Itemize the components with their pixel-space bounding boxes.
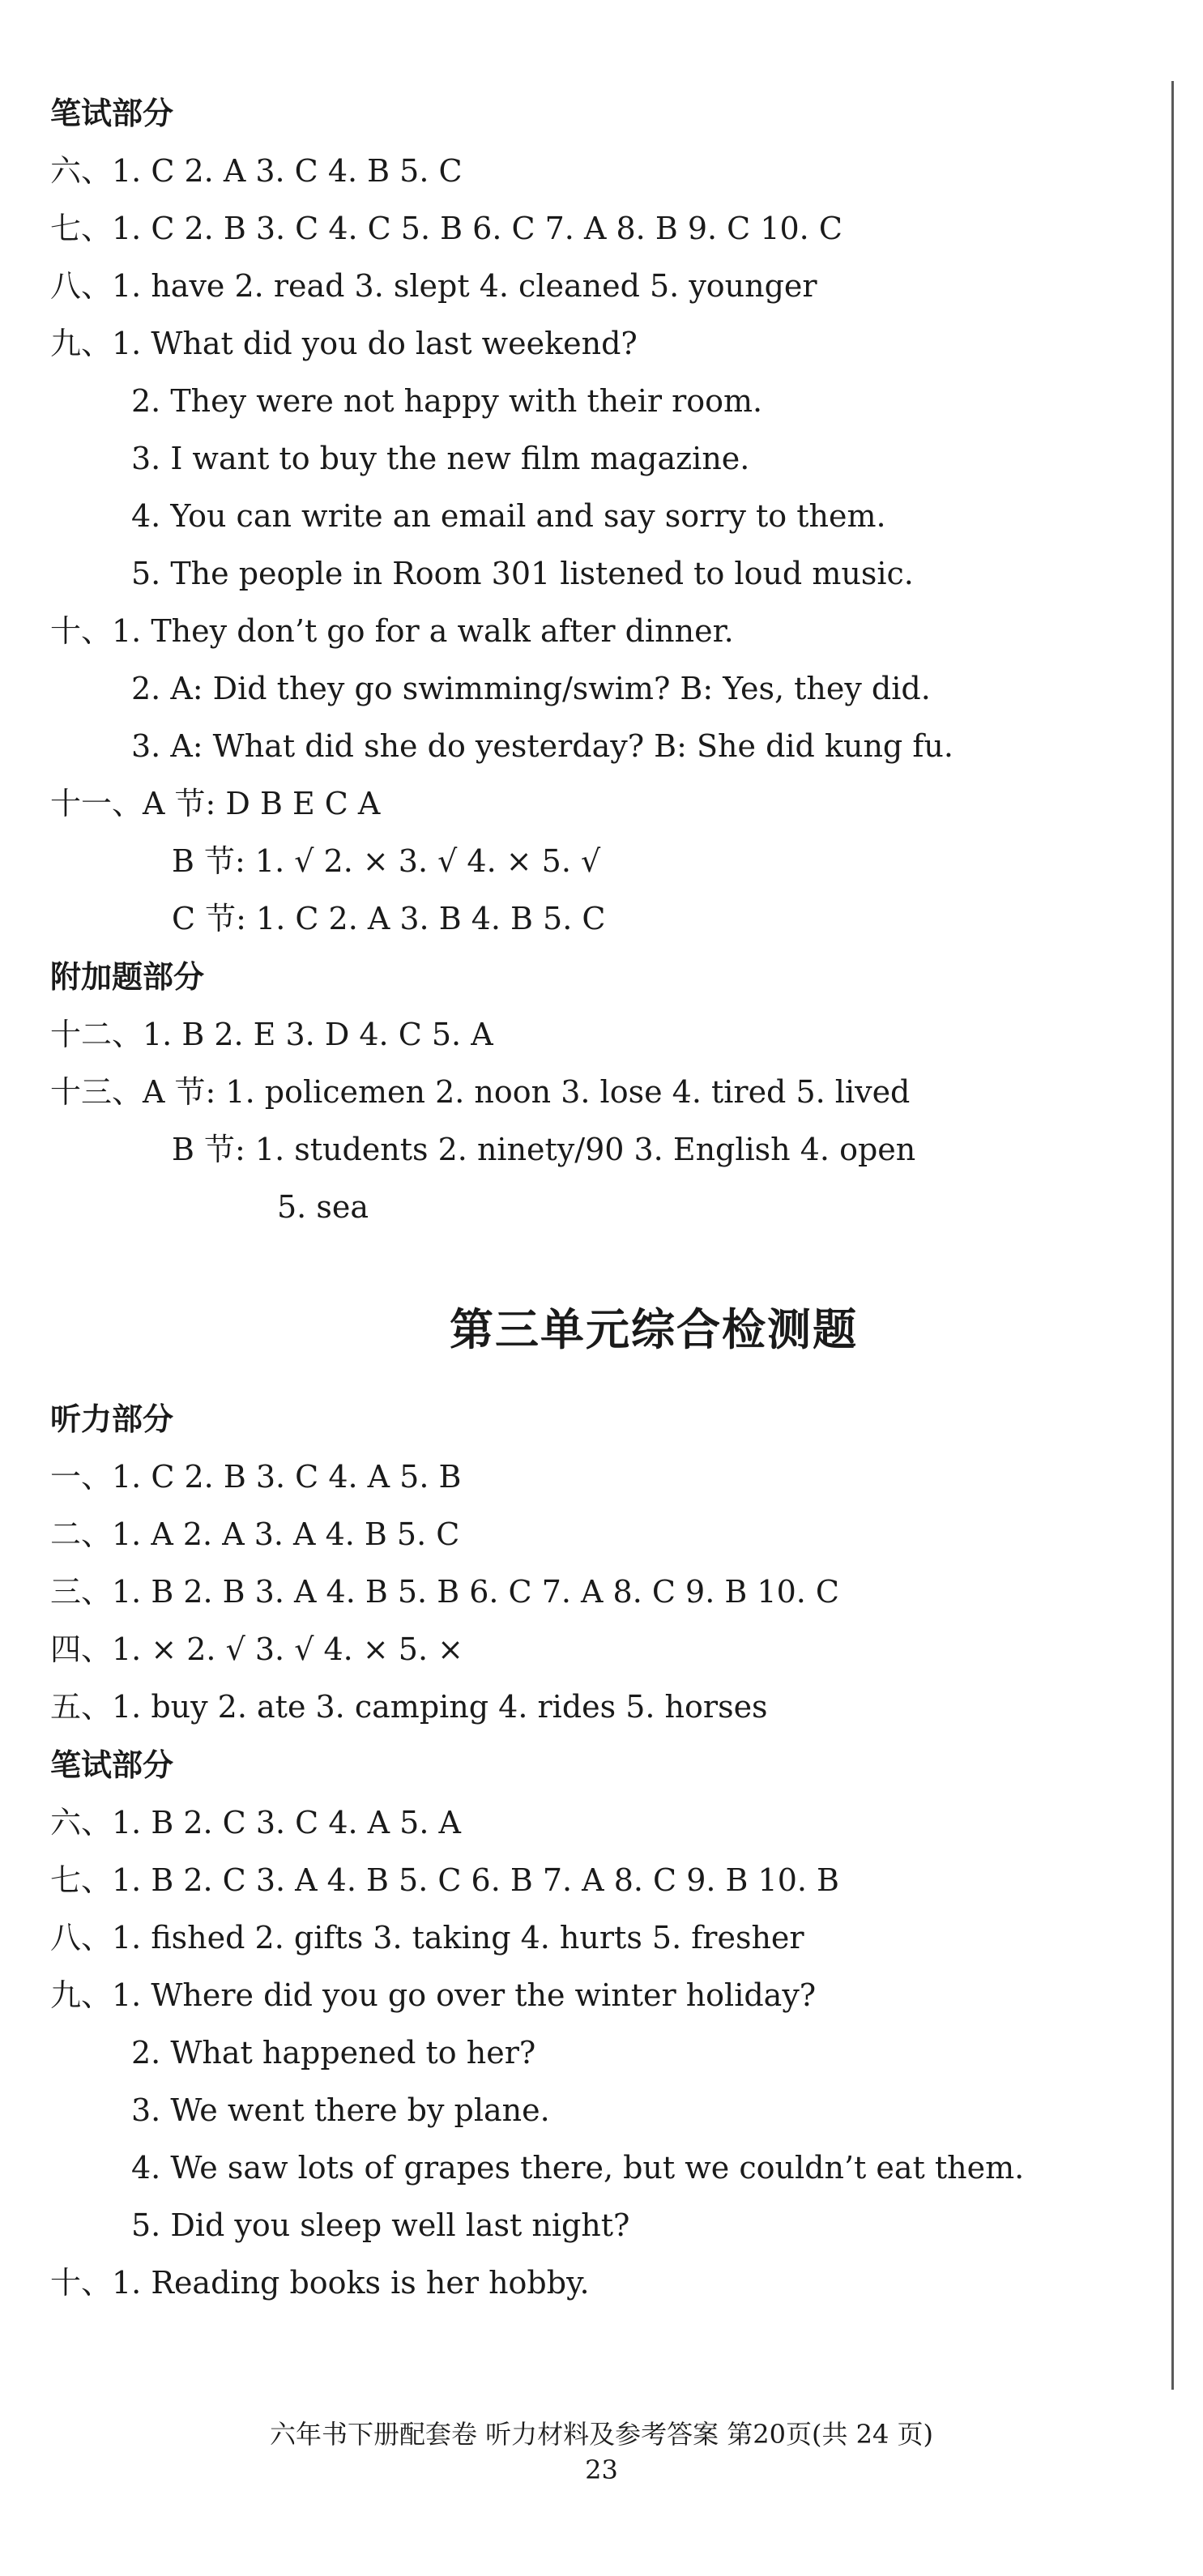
- answer-line: C 节: 1. C 2. A 3. B 4. B 5. C: [172, 901, 606, 936]
- unit-title: 第三单元综合检测题: [450, 1303, 858, 1355]
- answer-line: 六、1. C 2. A 3. C 4. B 5. C: [50, 153, 463, 189]
- answer-line: 五、1. buy 2. ate 3. camping 4. rides 5. horses: [50, 1689, 768, 1725]
- answer-line: 三、1. B 2. B 3. A 4. B 5. B 6. C 7. A 8. C 9. B 10. C: [50, 1574, 839, 1610]
- section-heading: 听力部分: [50, 1401, 174, 1437]
- answer-line: 九、1. What did you do last weekend?: [50, 326, 638, 361]
- section-heading: 笔试部分: [50, 96, 174, 131]
- answer-line: 3. We went there by plane.: [131, 2092, 550, 2128]
- answer-line: 十、1. They don’t go for a walk after dinner.: [50, 613, 734, 649]
- answer-line: 2. They were not happy with their room.: [131, 383, 763, 419]
- answer-line: 十一、A 节: D B E C A: [50, 786, 381, 821]
- answer-content: [50, 84, 1160, 2312]
- answer-line: 二、1. A 2. A 3. A 4. B 5. C: [50, 1516, 460, 1552]
- answer-line: 十三、A 节: 1. policemen 2. noon 3. lose 4. tired 5. lived: [50, 1074, 911, 1110]
- answer-line: 3. I want to buy the new film magazine.: [131, 441, 750, 476]
- page-footer: 六年书下册配套卷 听力材料及参考答案 第20页(共 24 页): [269, 2419, 934, 2450]
- answer-line: 3. A: What did she do yesterday? B: She did kung fu.: [131, 728, 953, 764]
- top-answer-block: [50, 84, 1160, 1236]
- answer-line: 4. You can write an email and say sorry to them.: [131, 498, 886, 534]
- answer-line: 十二、1. B 2. E 3. D 4. C 5. A: [50, 1017, 493, 1052]
- answer-line: B 节: 1. √ 2. × 3. √ 4. × 5. √: [172, 843, 601, 879]
- answer-line: B 节: 1. students 2. ninety/90 3. English 4. open: [172, 1132, 916, 1167]
- answer-line: 4. We saw lots of grapes there, but we couldn’t eat them.: [131, 2150, 1025, 2186]
- bottom-answer-block: [50, 1390, 1160, 2312]
- answer-line: 六、1. B 2. C 3. C 4. A 5. A: [50, 1805, 461, 1840]
- answer-line: 5. Did you sleep well last night?: [131, 2207, 630, 2243]
- section-heading: 附加题部分: [50, 959, 205, 995]
- column-divider: [1171, 81, 1174, 2390]
- answer-line: 十、1. Reading books is her hobby.: [50, 2265, 590, 2301]
- answer-line: 八、1. have 2. read 3. slept 4. cleaned 5. younger: [50, 268, 817, 304]
- page-number: 23: [585, 2454, 618, 2485]
- answer-line: 5. The people in Room 301 listened to loud music.: [131, 556, 914, 591]
- section-heading: 笔试部分: [50, 1747, 174, 1783]
- answer-line: 七、1. C 2. B 3. C 4. C 5. B 6. C 7. A 8. B 9. C 10. C: [50, 211, 843, 246]
- answer-line: 一、1. C 2. B 3. C 4. A 5. B: [50, 1459, 462, 1495]
- answer-line: 七、1. B 2. C 3. A 4. B 5. C 6. B 7. A 8. C 9. B 10. B: [50, 1862, 839, 1898]
- answer-line: 八、1. fished 2. gifts 3. taking 4. hurts 5. fresher: [50, 1920, 804, 1955]
- answer-line: 九、1. Where did you go over the winter holiday?: [50, 1977, 817, 2013]
- answer-line: 5. sea: [277, 1189, 369, 1225]
- answer-line: 2. A: Did they go swimming/swim? B: Yes, they did.: [131, 671, 931, 706]
- answer-line: 2. What happened to her?: [131, 2035, 536, 2071]
- answer-line: 四、1. × 2. √ 3. √ 4. × 5. ×: [50, 1631, 463, 1667]
